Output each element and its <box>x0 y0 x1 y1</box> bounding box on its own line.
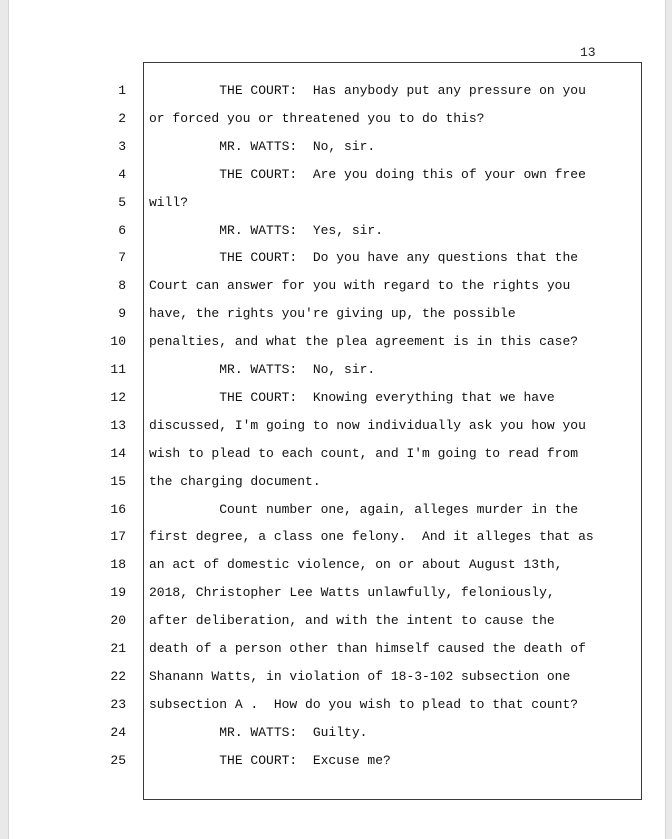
line-text: wish to plead to each count, and I'm going to read from <box>149 445 579 461</box>
transcript-line <box>0 360 620 380</box>
line-number: 22 <box>110 668 126 684</box>
line-text: MR. WATTS: Yes, sir. <box>149 222 384 238</box>
line-number: 7 <box>118 250 126 266</box>
line-text: 2018, Christopher Lee Watts unlawfully, feloniously, <box>149 585 555 601</box>
line-number: 23 <box>110 696 126 712</box>
transcript-line <box>0 639 620 659</box>
line-number: 15 <box>110 473 126 489</box>
line-text: the charging document. <box>149 473 321 489</box>
transcript-line <box>0 165 620 185</box>
line-text: THE COURT: Are you doing this of your own free <box>149 166 586 182</box>
line-text: discussed, I'm going to now individually ask you how you <box>149 417 586 433</box>
line-text: or forced you or threatened you to do this? <box>149 110 485 126</box>
line-number: 1 <box>118 83 126 98</box>
transcript-line <box>0 109 620 129</box>
line-number: 21 <box>110 641 126 656</box>
line-number: 12 <box>110 389 126 405</box>
transcript-line <box>0 527 620 547</box>
line-text: THE COURT: Excuse me? <box>149 752 391 768</box>
transcript-line <box>0 751 620 771</box>
line-text: MR. WATTS: No, sir. <box>149 362 376 377</box>
line-text: an act of domestic violence, on or about August 13th, <box>149 557 563 573</box>
line-text: MR. WATTS: Guilty. <box>149 724 368 740</box>
transcript-line <box>0 723 620 743</box>
line-text: death of a person other than himself caused the death of <box>149 641 586 656</box>
line-number: 3 <box>118 138 126 154</box>
line-number: 10 <box>110 334 126 350</box>
line-text: first degree, a class one felony. And it alleges that as <box>149 529 594 545</box>
line-number: 5 <box>118 194 126 210</box>
transcript-line <box>0 416 620 436</box>
line-number: 4 <box>118 166 126 182</box>
line-text: Shanann Watts, in violation of 18-3-102 subsection one <box>149 668 571 684</box>
transcript-line <box>0 193 620 213</box>
transcript-line <box>0 276 620 296</box>
transcript-line <box>0 611 620 631</box>
transcript-line <box>0 695 620 715</box>
line-text: after deliberation, and with the intent to cause the <box>149 613 555 629</box>
transcript-line <box>0 500 620 520</box>
line-number: 19 <box>110 585 126 601</box>
line-number: 20 <box>110 613 126 629</box>
line-number: 18 <box>110 557 126 573</box>
line-number: 25 <box>110 752 126 768</box>
line-number: 14 <box>110 445 126 461</box>
transcript-line <box>0 583 620 603</box>
transcript-line <box>0 555 620 575</box>
transcript-line <box>0 332 620 352</box>
line-number: 2 <box>118 110 126 126</box>
transcript-line <box>0 248 620 268</box>
line-text: penalties, and what the plea agreement is in this case? <box>149 334 579 350</box>
line-number: 8 <box>118 278 126 294</box>
line-text: THE COURT: Knowing everything that we have <box>149 389 555 405</box>
transcript-line <box>0 137 620 157</box>
line-number: 24 <box>110 724 126 740</box>
line-text: THE COURT: Has anybody put any pressure on you <box>149 83 586 98</box>
line-text: Court can answer for you with regard to the rights you <box>149 278 571 294</box>
line-number: 9 <box>118 306 126 322</box>
transcript-line <box>0 81 620 101</box>
line-text: Count number one, again, alleges murder in the <box>149 501 579 517</box>
line-text: have, the rights you're giving up, the possible <box>149 306 516 322</box>
line-text: MR. WATTS: No, sir. <box>149 138 376 154</box>
line-number: 13 <box>110 417 126 433</box>
page-number: 13 <box>580 45 596 60</box>
line-number: 17 <box>110 529 126 545</box>
line-number: 11 <box>110 362 126 377</box>
line-number: 6 <box>118 222 126 238</box>
transcript-line <box>0 667 620 687</box>
transcript-line <box>0 221 620 241</box>
line-number: 16 <box>110 501 126 517</box>
line-text: subsection A . How do you wish to plead to that count? <box>149 696 579 712</box>
transcript-line <box>0 472 620 492</box>
transcript-line <box>0 388 620 408</box>
transcript-line <box>0 444 620 464</box>
line-text: THE COURT: Do you have any questions that the <box>149 250 579 266</box>
line-text: will? <box>149 194 189 210</box>
transcript-line <box>0 304 620 324</box>
